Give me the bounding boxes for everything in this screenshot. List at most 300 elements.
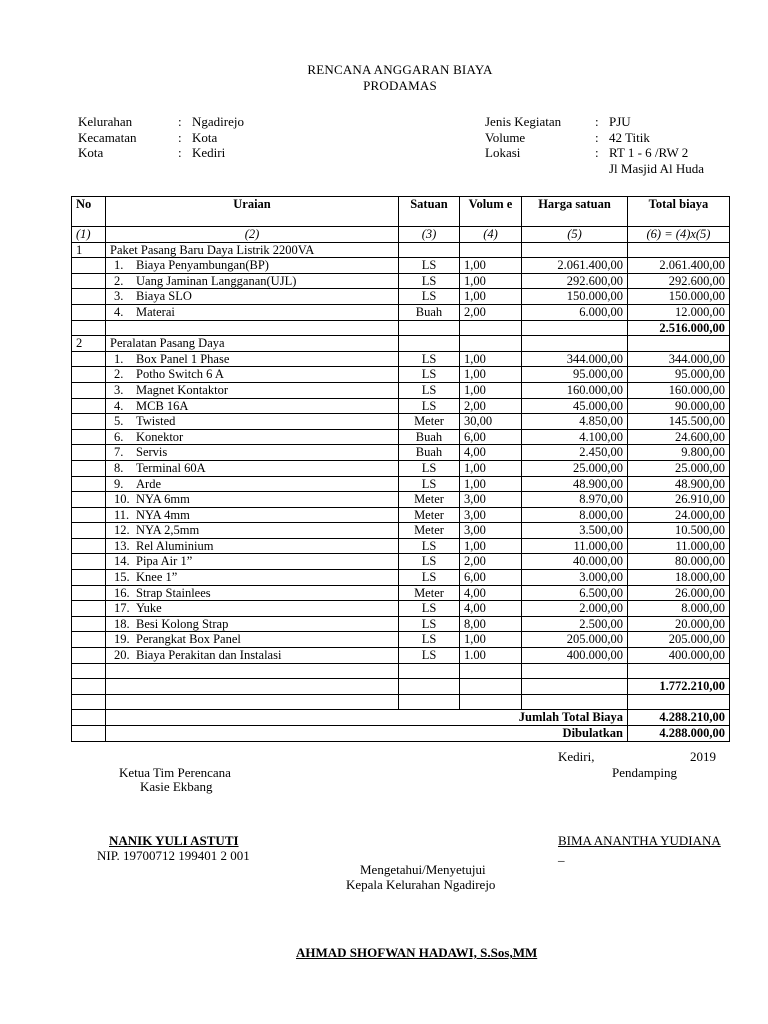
item-description: [106, 585, 399, 601]
item-volume: 1,00: [460, 382, 522, 398]
index-cell: (4): [460, 227, 522, 243]
table-row: [72, 445, 730, 461]
item-number: 2.: [114, 273, 124, 288]
info-value: RT 1 - 6 /RW 2: [609, 145, 689, 160]
item-volume: 1,00: [460, 289, 522, 305]
empty-cell: [460, 679, 522, 695]
info-label: Volume: [485, 129, 526, 145]
header-satuan: Satuan: [399, 197, 460, 227]
item-description: [106, 492, 399, 508]
info-label: Jenis Kegiatan: [485, 114, 562, 129]
item-unit: LS: [399, 382, 460, 398]
item-unit-price: 4.850,00: [522, 414, 628, 430]
item-unit-price: 8.000,00: [522, 507, 628, 523]
rounded-total-value: 4.288.000,00: [628, 726, 730, 742]
empty-cell: [399, 679, 460, 695]
empty-cell: [72, 694, 106, 710]
item-total: 344.000,00: [628, 351, 730, 367]
item-volume: 3,00: [460, 523, 522, 539]
empty-cell: [460, 663, 522, 679]
item-unit: LS: [399, 476, 460, 492]
table-row: [72, 476, 730, 492]
grand-total-value: 4.288.210,00: [628, 710, 730, 726]
document-subtitle: PRODAMAS: [363, 78, 437, 93]
item-number: 3.: [114, 382, 124, 397]
item-unit: LS: [399, 648, 460, 664]
item-total: 11.000,00: [628, 538, 730, 554]
item-volume: 8,00: [460, 616, 522, 632]
empty-cell: [72, 414, 106, 430]
empty-cell: [72, 429, 106, 445]
item-volume: 4,00: [460, 445, 522, 461]
table-row: [72, 492, 730, 508]
rounded-total-row: [72, 726, 730, 742]
item-total: 25.000,00: [628, 460, 730, 476]
table-row: [72, 523, 730, 539]
empty-cell: [628, 694, 730, 710]
item-unit: LS: [399, 351, 460, 367]
right-signer-title: Pendamping: [612, 765, 677, 780]
item-unit-price: 95.000,00: [522, 367, 628, 383]
colon: :: [178, 114, 182, 129]
item-unit-price: 4.100,00: [522, 429, 628, 445]
item-name: Rel Aluminium: [136, 538, 214, 553]
header-volume: Volum e: [460, 197, 522, 227]
empty-cell: [72, 258, 106, 274]
section-row: [72, 336, 730, 352]
colon: :: [595, 129, 599, 145]
item-name: Biaya SLO: [136, 289, 192, 304]
item-number: 13.: [114, 538, 130, 553]
table-row: [72, 289, 730, 305]
empty-cell: [522, 694, 628, 710]
item-number: 4.: [114, 304, 124, 319]
item-description: [106, 460, 399, 476]
empty-cell: [72, 445, 106, 461]
item-description: [106, 523, 399, 539]
empty-cell: [522, 242, 628, 258]
item-unit-price: 48.900,00: [522, 476, 628, 492]
empty-cell: [72, 554, 106, 570]
item-number: 6.: [114, 429, 124, 444]
item-volume: 1,00: [460, 367, 522, 383]
item-unit-price: 160.000,00: [522, 382, 628, 398]
sign-place: Kediri,: [558, 749, 595, 764]
item-description: [106, 414, 399, 430]
item-total: 292.600,00: [628, 273, 730, 289]
item-unit: Meter: [399, 523, 460, 539]
index-cell: (5): [522, 227, 628, 243]
item-total: 12.000,00: [628, 304, 730, 320]
item-number: 11.: [114, 507, 130, 522]
item-number: 12.: [114, 523, 130, 538]
table-row: [72, 570, 730, 586]
header-no: No: [72, 197, 106, 227]
item-name: NYA 4mm: [136, 507, 190, 522]
table-row: [72, 429, 730, 445]
item-volume: 2,00: [460, 304, 522, 320]
info-left: [78, 114, 244, 161]
center-signer-title: Mengetahui/Menyetujui: [360, 862, 486, 877]
item-number: 2.: [114, 367, 124, 382]
item-volume: 4,00: [460, 585, 522, 601]
item-unit: Buah: [399, 429, 460, 445]
item-unit: LS: [399, 601, 460, 617]
budget-table: [71, 196, 730, 742]
item-name: Yuke: [136, 601, 162, 616]
item-description: [106, 538, 399, 554]
item-unit: Meter: [399, 585, 460, 601]
item-description: [106, 351, 399, 367]
center-signer-subtitle: Kepala Kelurahan Ngadirejo: [346, 877, 496, 892]
item-name: Uang Jaminan Langganan(UJL): [136, 273, 297, 288]
empty-cell: [460, 242, 522, 258]
empty-cell: [460, 336, 522, 352]
item-number: 1.: [114, 258, 124, 273]
empty-cell: [628, 242, 730, 258]
empty-cell: [399, 663, 460, 679]
index-cell: (2): [106, 227, 399, 243]
table-row: [72, 367, 730, 383]
item-total: 80.000,00: [628, 554, 730, 570]
info-right: [485, 114, 704, 176]
item-total: 18.000,00: [628, 570, 730, 586]
info-row-lokasi: [485, 145, 704, 161]
item-name: MCB 16A: [136, 398, 189, 413]
left-signer-nip: NIP. 19700712 199401 2 001: [97, 848, 250, 863]
subtotal-row: [72, 679, 730, 695]
empty-cell: [72, 351, 106, 367]
empty-cell: [72, 476, 106, 492]
item-number: 10.: [114, 492, 130, 507]
info-row-jenis-kegiatan: [485, 114, 704, 130]
item-volume: 1,00: [460, 273, 522, 289]
item-name: Terminal 60A: [136, 460, 206, 475]
empty-cell: [72, 507, 106, 523]
empty-cell: [72, 367, 106, 383]
item-name: Knee 1”: [136, 570, 178, 585]
item-number: 4.: [114, 398, 124, 413]
item-total: 48.900,00: [628, 476, 730, 492]
empty-cell: [72, 710, 106, 726]
item-unit: LS: [399, 367, 460, 383]
empty-row: [72, 694, 730, 710]
colon: :: [595, 145, 599, 160]
item-unit: LS: [399, 460, 460, 476]
header-uraian: Uraian: [106, 197, 399, 227]
item-name: NYA 6mm: [136, 492, 190, 507]
item-total: 9.800,00: [628, 445, 730, 461]
item-volume: 1,00: [460, 632, 522, 648]
item-number: 7.: [114, 445, 124, 460]
item-volume: 1.00: [460, 648, 522, 664]
empty-row: [72, 663, 730, 679]
empty-cell: [72, 632, 106, 648]
item-number: 1.: [114, 351, 124, 366]
empty-cell: [72, 320, 106, 336]
table-row: [72, 616, 730, 632]
table-row: [72, 648, 730, 664]
empty-cell: [72, 601, 106, 617]
empty-cell: [522, 663, 628, 679]
item-unit: Meter: [399, 507, 460, 523]
table-row: [72, 601, 730, 617]
item-description: [106, 289, 399, 305]
item-unit-price: 8.970,00: [522, 492, 628, 508]
empty-cell: [106, 320, 399, 336]
item-total: 8.000,00: [628, 601, 730, 617]
info-label: Lokasi: [485, 145, 521, 160]
table-row: [72, 585, 730, 601]
empty-cell: [72, 679, 106, 695]
item-unit: LS: [399, 273, 460, 289]
item-unit-price: 2.000,00: [522, 601, 628, 617]
item-unit-price: 292.600,00: [522, 273, 628, 289]
section-subtotal: 1.772.210,00: [628, 679, 730, 695]
item-number: 20.: [114, 648, 130, 663]
info-row-kota: [78, 145, 244, 161]
item-unit-price: 25.000,00: [522, 460, 628, 476]
item-unit: LS: [399, 398, 460, 414]
colon: :: [595, 114, 599, 129]
item-name: Arde: [136, 476, 161, 491]
table-row: [72, 554, 730, 570]
sign-year: 2019: [690, 749, 716, 764]
item-description: [106, 601, 399, 617]
item-description: [106, 632, 399, 648]
empty-cell: [72, 460, 106, 476]
item-description: [106, 429, 399, 445]
item-volume: 1,00: [460, 538, 522, 554]
item-description: [106, 554, 399, 570]
item-description: [106, 382, 399, 398]
empty-cell: [399, 320, 460, 336]
empty-cell: [72, 585, 106, 601]
item-number: 14.: [114, 554, 130, 569]
index-cell: (1): [72, 227, 106, 243]
item-number: 5.: [114, 414, 124, 429]
empty-cell: [72, 382, 106, 398]
header-total-biaya: Total biaya: [628, 197, 730, 227]
colon: :: [178, 129, 182, 145]
item-total: 90.000,00: [628, 398, 730, 414]
item-number: 3.: [114, 289, 124, 304]
info-value: 42 Titik: [609, 129, 650, 145]
item-description: [106, 258, 399, 274]
item-description: [106, 570, 399, 586]
info-value: Kediri: [192, 145, 226, 160]
item-unit-price: 150.000,00: [522, 289, 628, 305]
item-name: Strap Stainlees: [136, 585, 211, 600]
right-signer-underline: _: [558, 848, 565, 863]
item-total: 24.000,00: [628, 507, 730, 523]
empty-cell: [72, 663, 106, 679]
item-number: 19.: [114, 632, 130, 647]
item-name: NYA 2,5mm: [136, 523, 200, 538]
item-name: Magnet Kontaktor: [136, 382, 228, 397]
table-row: [72, 460, 730, 476]
empty-cell: [72, 726, 106, 742]
info-label: Kelurahan: [78, 114, 133, 129]
item-unit: Buah: [399, 304, 460, 320]
section-title: Peralatan Pasang Daya: [106, 336, 399, 352]
empty-cell: [72, 616, 106, 632]
item-total: 24.600,00: [628, 429, 730, 445]
item-unit-price: 205.000,00: [522, 632, 628, 648]
info-value: PJU: [609, 114, 631, 129]
empty-cell: [399, 694, 460, 710]
empty-cell: [72, 492, 106, 508]
item-unit-price: 344.000,00: [522, 351, 628, 367]
empty-cell: [460, 320, 522, 336]
colon: :: [178, 145, 182, 160]
document-title: RENCANA ANGGARAN BIAYA: [307, 62, 493, 77]
item-unit: LS: [399, 538, 460, 554]
grand-total-label: Jumlah Total Biaya: [106, 710, 628, 726]
table-header-row: [72, 197, 730, 227]
item-volume: 3,00: [460, 507, 522, 523]
item-volume: 30,00: [460, 414, 522, 430]
item-unit: LS: [399, 289, 460, 305]
item-total: 10.500,00: [628, 523, 730, 539]
item-total: 400.000,00: [628, 648, 730, 664]
item-volume: 1,00: [460, 258, 522, 274]
empty-cell: [106, 663, 399, 679]
item-unit-price: 3.000,00: [522, 570, 628, 586]
item-description: [106, 273, 399, 289]
item-description: [106, 616, 399, 632]
table-row: [72, 351, 730, 367]
item-total: 2.061.400,00: [628, 258, 730, 274]
item-total: 20.000,00: [628, 616, 730, 632]
item-volume: 1,00: [460, 460, 522, 476]
item-unit-price: 6.000,00: [522, 304, 628, 320]
item-name: Materai: [136, 304, 175, 319]
item-description: [106, 398, 399, 414]
table-row: [72, 398, 730, 414]
item-name: Pipa Air 1”: [136, 554, 193, 569]
table-row: [72, 632, 730, 648]
item-unit: Meter: [399, 492, 460, 508]
grand-total-row: [72, 710, 730, 726]
empty-cell: [522, 336, 628, 352]
item-number: 15.: [114, 570, 130, 585]
empty-cell: [522, 679, 628, 695]
item-description: [106, 304, 399, 320]
empty-cell: [72, 570, 106, 586]
header-harga-satuan: Harga satuan: [522, 197, 628, 227]
item-description: [106, 367, 399, 383]
item-name: Konektor: [136, 429, 184, 444]
item-unit-price: 6.500,00: [522, 585, 628, 601]
section-row: [72, 242, 730, 258]
empty-cell: [72, 289, 106, 305]
item-unit: LS: [399, 258, 460, 274]
item-unit-price: 2.500,00: [522, 616, 628, 632]
empty-cell: [106, 694, 399, 710]
section-no: 2: [72, 336, 106, 352]
item-unit-price: 2.061.400,00: [522, 258, 628, 274]
table-row: [72, 258, 730, 274]
item-unit-price: 2.450,00: [522, 445, 628, 461]
item-unit: Buah: [399, 445, 460, 461]
info-label: Kecamatan: [78, 129, 137, 145]
left-signer-name: NANIK YULI ASTUTI: [109, 833, 239, 848]
info-row-kelurahan: [78, 114, 244, 130]
item-volume: 2,00: [460, 398, 522, 414]
section-no: 1: [72, 242, 106, 258]
empty-cell: [460, 694, 522, 710]
empty-cell: [628, 663, 730, 679]
item-number: 17.: [114, 601, 130, 616]
info-row-volume: [485, 130, 704, 146]
center-signer-name: AHMAD SHOFWAN HADAWI, S.Sos,MM: [296, 945, 538, 960]
item-description: [106, 476, 399, 492]
item-number: 9.: [114, 476, 124, 491]
item-unit-price: 400.000,00: [522, 648, 628, 664]
item-volume: 6,00: [460, 570, 522, 586]
item-total: 26.000,00: [628, 585, 730, 601]
info-row-lokasi-extra: [485, 161, 704, 177]
table-row: [72, 273, 730, 289]
item-name: Servis: [136, 445, 168, 460]
empty-cell: [106, 679, 399, 695]
item-description: [106, 445, 399, 461]
rounded-total-label: Dibulatkan: [106, 726, 628, 742]
item-volume: 1,00: [460, 351, 522, 367]
item-total: 95.000,00: [628, 367, 730, 383]
item-volume: 3,00: [460, 492, 522, 508]
info-label: Kota: [78, 145, 104, 160]
item-unit-price: 3.500,00: [522, 523, 628, 539]
table-row: [72, 382, 730, 398]
info-value: Ngadirejo: [192, 114, 244, 129]
empty-cell: [72, 273, 106, 289]
empty-cell: [399, 336, 460, 352]
item-unit: Meter: [399, 414, 460, 430]
item-name: Potho Switch 6 A: [136, 367, 224, 382]
empty-cell: [72, 304, 106, 320]
item-unit: LS: [399, 554, 460, 570]
table-row: [72, 507, 730, 523]
item-total: 205.000,00: [628, 632, 730, 648]
section-title: Paket Pasang Baru Daya Listrik 2200VA: [106, 242, 399, 258]
item-number: 16.: [114, 585, 130, 600]
item-name: Twisted: [136, 414, 176, 429]
info-row-kecamatan: [78, 130, 244, 146]
table-row: [72, 414, 730, 430]
item-name: Biaya Perakitan dan Instalasi: [136, 648, 282, 663]
item-name: Besi Kolong Strap: [136, 616, 229, 631]
info-value: Jl Masjid Al Huda: [609, 160, 704, 176]
info-value: Kota: [192, 129, 218, 145]
empty-cell: [72, 523, 106, 539]
table-row: [72, 538, 730, 554]
item-description: [106, 507, 399, 523]
item-unit-price: 40.000,00: [522, 554, 628, 570]
item-unit-price: 45.000,00: [522, 398, 628, 414]
item-unit: LS: [399, 570, 460, 586]
item-volume: 1,00: [460, 476, 522, 492]
empty-cell: [72, 398, 106, 414]
item-total: 160.000,00: [628, 382, 730, 398]
left-signer-subtitle: Kasie Ekbang: [140, 779, 213, 794]
item-name: Biaya Penyambungan(BP): [136, 258, 269, 273]
item-number: 18.: [114, 616, 130, 631]
item-total: 26.910,00: [628, 492, 730, 508]
empty-cell: [628, 336, 730, 352]
item-unit: LS: [399, 632, 460, 648]
